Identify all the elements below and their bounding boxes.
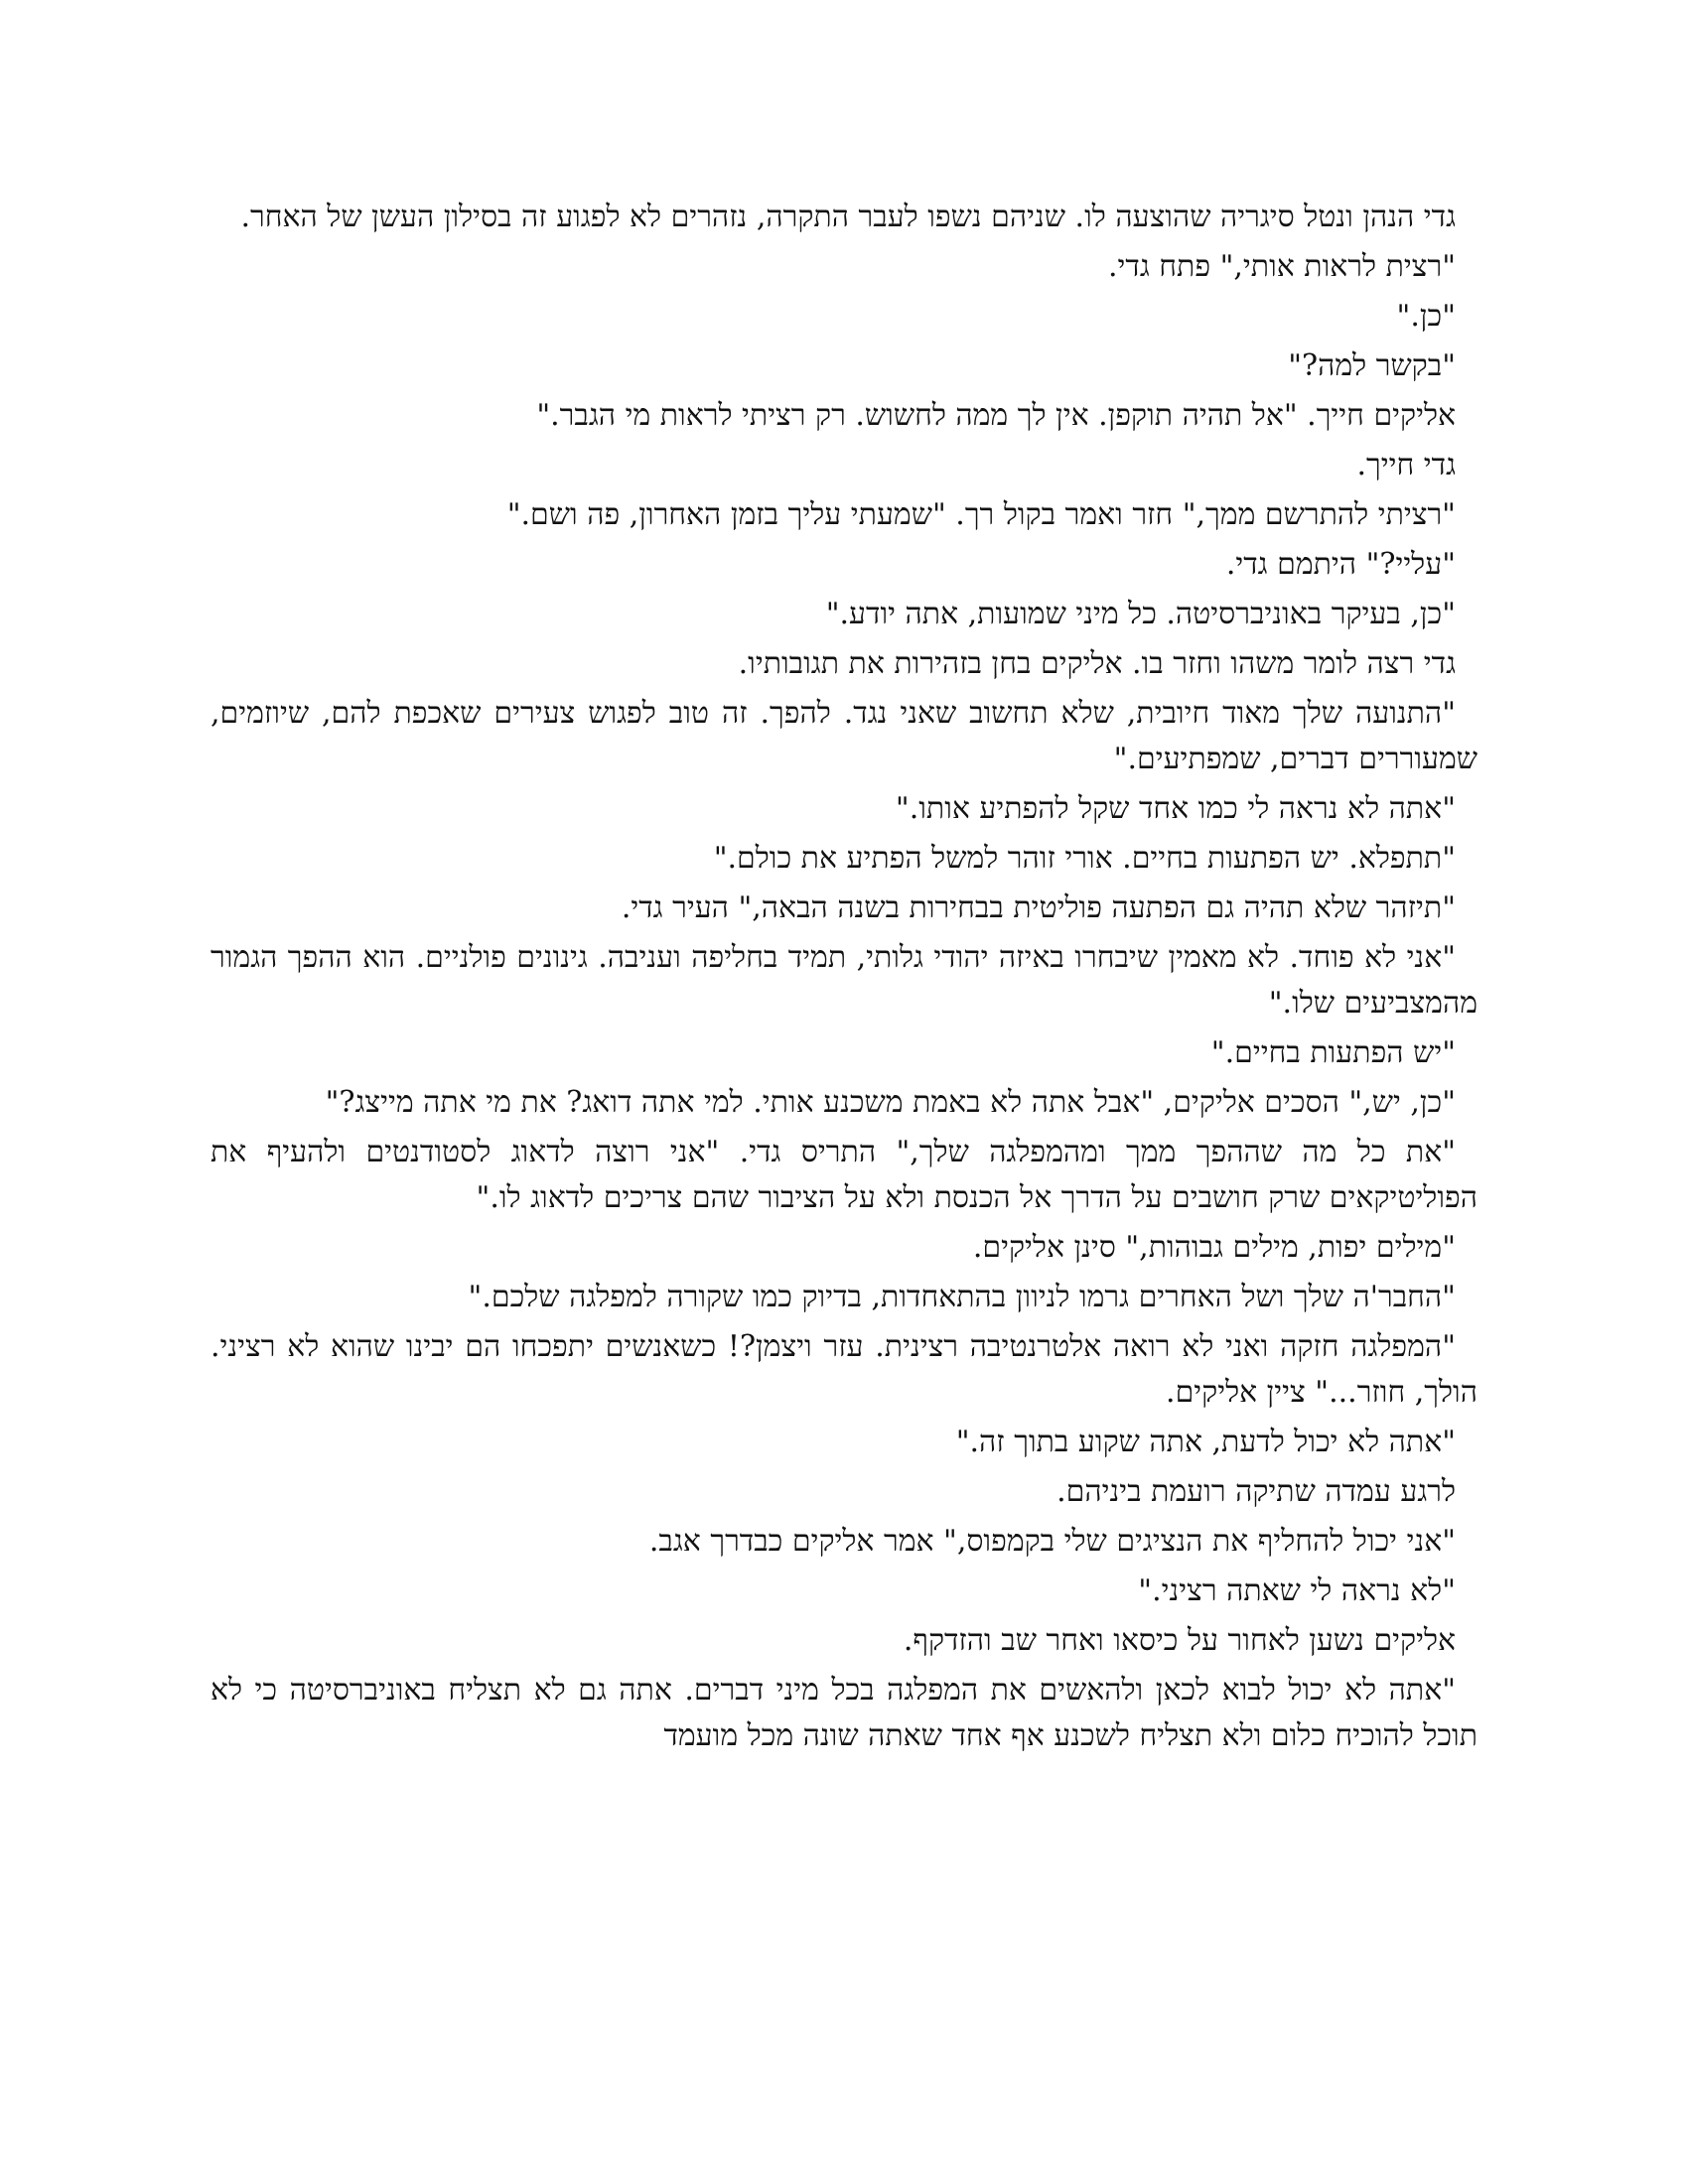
paragraph: "לא נראה לי שאתה רציני.": [1138, 1573, 1456, 1608]
paragraph: "אתה לא יכול לבוא לכאן ולהאשים את המפלגה בכל מיני דברים. אתה גם לא תצליח באוניברסיטה כי לא תוכל להוכיח כלום ולא תצליח לשכנע אף אחד שאתה שונה מכל מועמד: [211, 1673, 1477, 1753]
paragraph: "כן.": [1396, 299, 1456, 334]
paragraph: "תיזהר שלא תהיה גם הפתעה פוליטית בבחירות בשנה הבאה," העיר גדי.: [621, 890, 1456, 925]
paragraph: גדי רצה לומר משהו וחזר בו. אליקים בחן בזהירות את תגובותיו.: [738, 646, 1456, 681]
paragraph: "אתה לא יכול לדעת, אתה שקוע בתוך זה.": [955, 1425, 1456, 1459]
paragraph: "רצית לראות אותי," פתח גדי.: [1108, 249, 1456, 284]
paragraph: "תתפלא. יש הפתעות בחיים. אורי זוהר למשל הפתיע את כולם.": [713, 841, 1456, 876]
paragraph: "בקשר למה?": [1288, 348, 1456, 383]
paragraph: "רציתי להתרשם ממך," חזר ואמר בקול רך. "שמעתי עליך בזמן האחרון, פה ושם.": [506, 497, 1456, 532]
body-text: [211, 195, 1477, 1763]
paragraph: גדי חייך.: [1356, 448, 1456, 482]
paragraph: "החבר'ה שלך ושל האחרים גרמו לניוון בהתאחדות, בדיוק כמו שקורה למפלגה שלכם.": [468, 1280, 1456, 1314]
paragraph: "אתה לא נראה לי כמו אחד שקל להפתיע אותו.": [895, 791, 1456, 826]
paragraph: "את כל מה שההפך ממך ומהמפלגה שלך," התריס גדי. "אני רוצה לדאוג לסטודנטים ולהעיף את הפוליטיקאים שרק חושבים על הדרך אל הכנסת ולא על הציבור שהם צריכים לדאוג לו.": [211, 1135, 1477, 1215]
paragraph: "כן, בעיקר באוניברסיטה. כל מיני שמועות, אתה יודע.": [825, 597, 1456, 631]
paragraph: "עליי?" היתמם גדי.: [1225, 547, 1456, 582]
paragraph: "יש הפתעות בחיים.": [1210, 1035, 1456, 1070]
paragraph: אליקים נשען לאחור על כיסאו ואחר שב והזדקף.: [903, 1623, 1456, 1658]
paragraph: לרגע עמדה שתיקה רועמת ביניהם.: [1056, 1474, 1456, 1509]
paragraph: "כן, יש," הסכים אליקים, "אבל אתה לא באמת משכנע אותי. למי אתה דואג? את מי אתה מייצג?": [325, 1085, 1456, 1120]
paragraph: "המפלגה חזקה ואני לא רואה אלטרנטיבה רצינית. עזר ויצמן?! כשאנשים יתפכחו הם יבינו שהוא לא רציני. הולך, חוזר..." ציין אליקים.: [211, 1329, 1477, 1410]
paragraph: "התנועה שלך מאוד חיובית, שלא תחשוב שאני נגד. להפך. זה טוב לפגוש צעירים שאכפת להם, שיוזמים, שמעוררים דברים, שמפתיעים.": [211, 696, 1477, 776]
paragraph: "אני לא פוחד. לא מאמין שיבחרו באיזה יהודי גלותי, תמיד בחליפה ועניבה. גינונים פולניים. הוא ההפך הגמור מהמצביעים שלו.": [211, 940, 1477, 1021]
paragraph: "אני יכול להחליף את הנציגים שלי בקמפוס," אמר אליקים כבדרך אגב.: [648, 1524, 1456, 1559]
paragraph: אליקים חייך. "אל תהיה תוקפן. אין לך ממה לחשוש. רק רציתי לראות מי הגבר.": [536, 398, 1456, 433]
paragraph: גדי הנהן ונטל סיגריה שהוצעה לו. שניהם נשפו לעבר התקרה, נזהרים לא לפגוע זה בסילון העשן של האחר.: [240, 200, 1456, 234]
paragraph: "מילים יפות, מילים גבוהות," סינן אליקים.: [972, 1230, 1456, 1265]
